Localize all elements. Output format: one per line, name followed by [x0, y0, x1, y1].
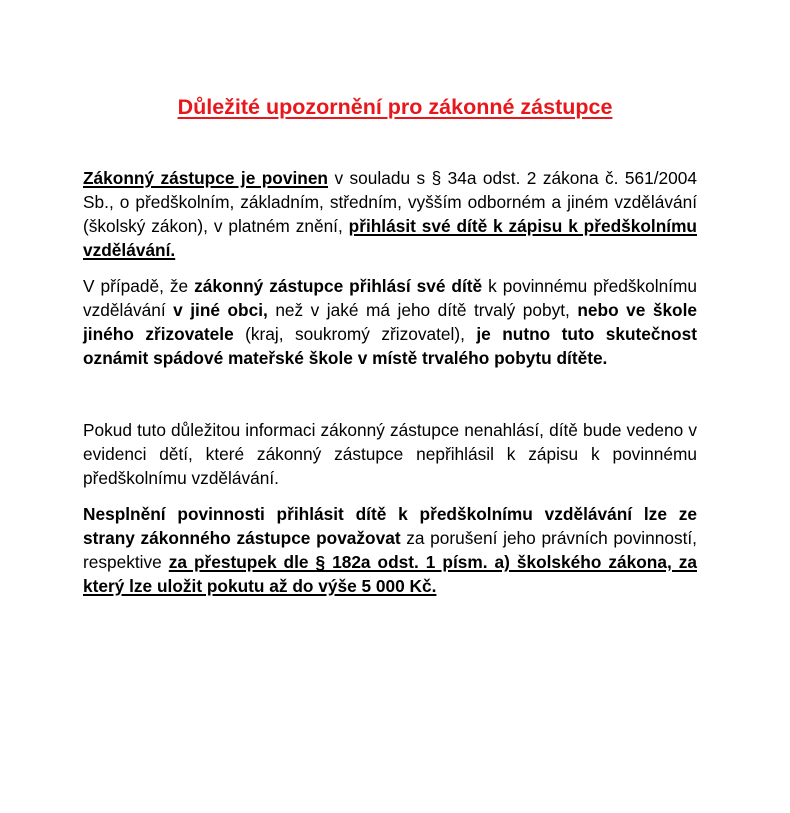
paragraph2-bold-2: v jiné obci, — [173, 300, 268, 320]
paragraph-other-municipality — [83, 274, 697, 370]
paragraph-penalty — [83, 502, 697, 598]
paragraph-obligation — [83, 166, 697, 262]
penalty-text-1: za porušení jeho právních povinností, respektive — [83, 528, 697, 572]
paragraph2-text-2: k povinnému předškolnímu vzdělávání — [83, 276, 697, 320]
penalty-offence: za přestupek dle § 182a odst. 1 písm. a) školského zákona, za který lze uložit pokutu až do výše 5 000 Kč. — [83, 552, 697, 596]
obligation-emphasis: Zákonný zástupce je povinen — [83, 168, 328, 188]
paragraph2-text-4: (kraj, soukromý zřizovatel), — [233, 324, 477, 344]
document-body — [83, 166, 697, 598]
paragraph-evidence: Pokud tuto důležitou informaci zákonný zástupce nenahlásí, dítě bude vedeno v evidenci dětí, které zákonný zástupce nepřihlásil k zápisu k povinnému předškolnímu vzdělávání. — [83, 420, 697, 488]
paragraph2-bold-1: zákonný zástupce přihlásí své dítě — [194, 276, 483, 296]
paragraph2-bold-4: je nutno tuto skutečnost oznámit spádové mateřské škole v místě trvalého pobytu dítěte. — [83, 324, 697, 368]
penalty-bold-1: Nesplnění povinnosti přihlásit dítě k předškolnímu vzdělávání lze ze strany zákonného zástupce považovat — [83, 504, 697, 548]
obligation-requirement: přihlásit své dítě k zápisu k předškolnímu vzdělávání. — [83, 216, 697, 260]
page-title: Důležité upozornění pro zákonné zástupce — [177, 95, 613, 119]
paragraph2-text-3: než v jaké má jeho dítě trvalý pobyt, — [267, 300, 578, 320]
obligation-text: v souladu s § 34a odst. 2 zákona č. 561/2004 Sb., o předškolním, základním, středním, vyšším odborném a jiném vzdělávání (školský zákon), v platném znění, — [83, 168, 697, 236]
paragraph2-bold-3: nebo ve škole jiného zřizovatele — [83, 300, 698, 344]
paragraph2-text-1: V případě, že — [83, 276, 195, 296]
